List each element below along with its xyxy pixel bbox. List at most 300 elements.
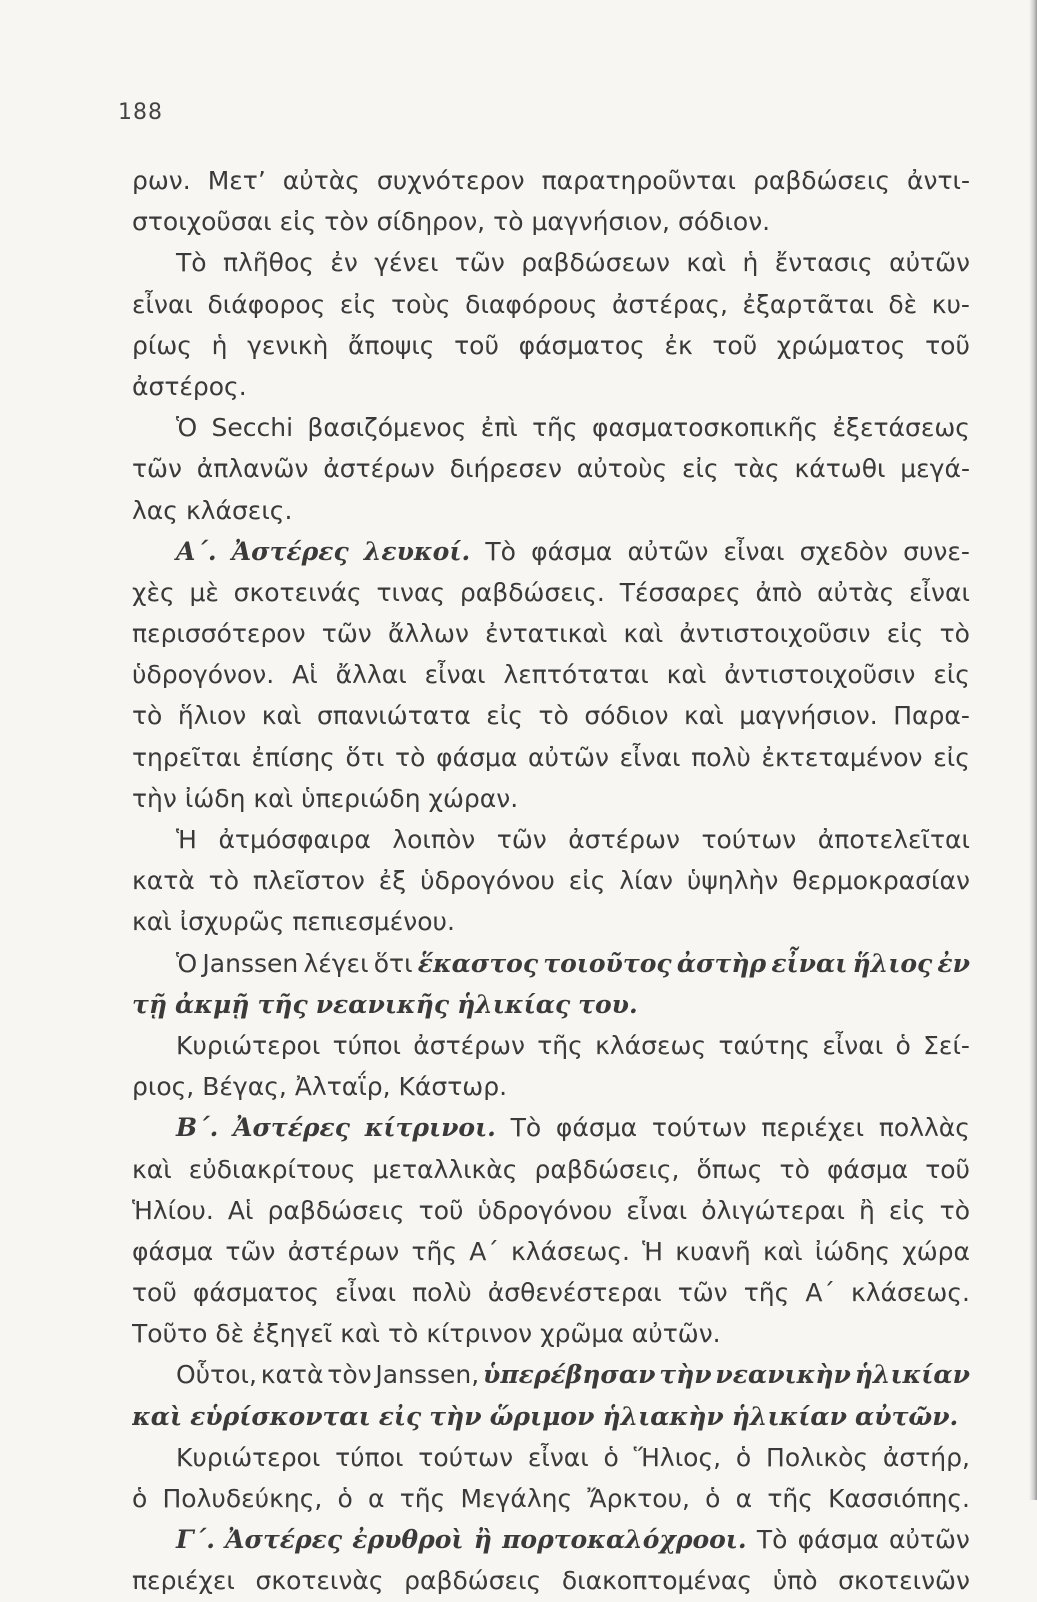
emphasis-word: καὶ: [132, 1401, 183, 1431]
word: Α΄: [805, 1278, 835, 1308]
word: τῶν: [321, 619, 372, 649]
word: κλάσεως.: [511, 1236, 630, 1266]
emphasis-word: τῇ: [132, 989, 167, 1019]
word: ρίως: [132, 330, 192, 360]
word: Τὸ: [510, 1113, 542, 1143]
word: εἶναι: [527, 1442, 589, 1472]
word: τὸ: [538, 701, 569, 731]
word: τοῦ: [712, 330, 758, 360]
word: ἀστέρας,: [612, 289, 728, 319]
word: τὸ: [939, 619, 970, 649]
text-line: [132, 819, 970, 860]
word: τύποι: [335, 1442, 404, 1472]
word: καὶ: [686, 248, 727, 278]
word: Α΄: [469, 1236, 499, 1266]
word: εἶναι: [909, 577, 970, 607]
word: περισσότερον: [132, 619, 306, 649]
word: κατὰ: [260, 1360, 324, 1390]
word: ὁ: [735, 1442, 752, 1472]
word: τὸ: [208, 866, 239, 896]
word: φασματοσκοπικῆς: [591, 413, 819, 443]
word: ὁ: [895, 1030, 911, 1060]
word: εἰς: [682, 454, 719, 484]
word: εἰς: [339, 289, 377, 319]
word: Ἀλταΐρ,: [294, 1072, 391, 1102]
word: εὐδιακρίτους: [188, 1154, 356, 1184]
text-line: [132, 407, 970, 448]
text-line: [132, 1560, 970, 1601]
word: τὴν: [132, 783, 177, 813]
word: διάφορος: [207, 289, 326, 319]
emphasis-word: ἡλικίαν: [731, 1401, 847, 1431]
word: τῆς: [537, 1030, 583, 1060]
word: ἀντιστοιχοῦσιν: [679, 619, 871, 649]
text-line: [132, 1149, 970, 1190]
word: Janssen,: [375, 1360, 480, 1390]
word: ἀπὸ: [755, 577, 803, 607]
text-line: [132, 1354, 970, 1395]
word: περιέχει: [132, 1566, 235, 1596]
emphasis-word: ἐρυθροὶ: [352, 1525, 464, 1555]
word: βασιζόμενος: [307, 413, 467, 443]
word: τοὺς: [391, 289, 451, 319]
word: ἀποτελεῖται: [817, 825, 970, 854]
text-line: [132, 654, 970, 695]
text-line: [132, 1231, 970, 1272]
word: φάσματος: [192, 1278, 320, 1308]
word: δὲ: [888, 289, 918, 319]
word: μὲ: [189, 577, 219, 607]
word: πεπιεσμένου.: [292, 907, 455, 937]
emphasis-word: κίτρινοι.: [364, 1113, 496, 1143]
emphasis-word: εὑρίσκονται: [190, 1401, 371, 1431]
word: ἰώδης: [814, 1236, 891, 1266]
word: τινας: [376, 577, 446, 607]
word: τούτων: [651, 1113, 747, 1143]
word: φάσμα: [531, 536, 613, 566]
word: τὸ: [493, 207, 524, 237]
word: τὸ: [939, 1195, 970, 1225]
word: ὑπὸ: [772, 1566, 818, 1596]
word: παρατηροῦνται: [541, 166, 736, 195]
word: χὲς: [132, 577, 175, 607]
word: ἄλλων: [387, 619, 469, 649]
word: Τὸ: [176, 248, 207, 278]
word: λεπτόταται: [503, 660, 649, 690]
text-line: [132, 1272, 970, 1313]
word: τὸν: [327, 1360, 372, 1390]
text-line: [132, 325, 970, 366]
word: τοῦ: [925, 1154, 970, 1184]
word: καὶ: [132, 1154, 172, 1184]
word: ἀστέρος.: [132, 371, 247, 401]
word: ρων.: [132, 166, 191, 195]
word: τοῦ: [925, 330, 970, 360]
word: Ὁ: [176, 948, 198, 978]
word: ταύτης: [718, 1030, 811, 1060]
word: ραβδώσεις: [752, 166, 891, 195]
word: ἀστέρων: [287, 1236, 400, 1266]
text-line: [132, 531, 970, 572]
emphasis-word: τοιοῦτος: [543, 948, 672, 978]
word: ἐν: [330, 248, 358, 278]
word: καὶ: [666, 660, 707, 690]
word: αὐτῶν: [889, 248, 970, 278]
emphasis-word: τῆς: [257, 989, 308, 1019]
word: τῶν: [496, 825, 547, 854]
word: ὑδρογόνου: [420, 866, 555, 896]
word: σχεδὸν: [799, 536, 888, 566]
word: αὐτῶν: [889, 1525, 970, 1555]
word: Τέσσαρες: [619, 577, 741, 607]
word: δὲ: [215, 1319, 245, 1349]
word: φάσμα: [555, 1113, 638, 1143]
word: τῶν: [677, 1278, 728, 1308]
word: ἡ: [742, 248, 759, 278]
word: ἀστήρ,: [882, 1442, 970, 1472]
word: ἢ: [859, 1195, 875, 1225]
word: συχνότερον: [376, 166, 525, 195]
emphasis-word: ὑπερέβησαν: [482, 1360, 656, 1390]
word: ὁ: [337, 1484, 353, 1513]
word: εἰς: [888, 1195, 926, 1225]
word: πλῆθος: [222, 248, 314, 278]
word: τῆς: [532, 413, 578, 443]
word: ραβδώσεις.: [459, 577, 605, 607]
word: ἐκτεταμένον: [761, 742, 923, 772]
word: ἐξαρτᾶται: [742, 289, 874, 319]
word: ραβδώσεις: [267, 1195, 405, 1225]
emphasis-word: λευκοί.: [363, 536, 471, 566]
word: κίτρινον: [426, 1319, 533, 1349]
text-line: [132, 284, 970, 325]
text-line: [132, 778, 970, 819]
text-line: [132, 1107, 970, 1148]
word: κάτωθι: [794, 454, 886, 484]
word: Κυριώτεροι: [176, 1030, 321, 1060]
word: ἀστέρων: [568, 825, 680, 854]
word: διακοπτομένας: [561, 1566, 753, 1596]
word: αὐτὰς: [282, 166, 360, 195]
word: Αἱ: [227, 1195, 254, 1225]
word: ἄποψις: [348, 330, 435, 360]
emphasis-word: ἐν: [937, 948, 970, 978]
word: καὶ: [253, 783, 294, 813]
emphasis-word: ἡλιακὴν: [602, 1401, 724, 1431]
emphasis-word: ἀστὴρ: [676, 948, 767, 978]
word: Βέγας,: [202, 1072, 287, 1102]
word: ἀσθενέστεραι: [487, 1278, 662, 1308]
word: Ἡ: [176, 825, 197, 854]
word: ὁ: [705, 1484, 721, 1513]
word: εἶναι: [626, 1195, 688, 1225]
word: λέγει: [303, 948, 369, 978]
text-line: [132, 242, 970, 283]
word: Πολικὸς: [766, 1442, 869, 1472]
word: τοῦ: [418, 1195, 464, 1225]
word: τὸν: [324, 207, 369, 237]
word: σόδιον.: [678, 207, 771, 237]
emphasis-word: ἀκμῇ: [175, 989, 250, 1019]
emphasis-word: πορτοκαλόχροοι.: [502, 1525, 747, 1555]
word: χρῶμα: [540, 1319, 624, 1349]
word: τοῦ: [132, 1278, 177, 1308]
word: αὐτὰς: [817, 577, 895, 607]
text-line: [132, 1066, 970, 1107]
word: αὐτοὺς: [576, 454, 668, 484]
word: ραβδώσεις: [404, 1566, 542, 1596]
word: ἐξετάσεως: [832, 413, 970, 443]
word: ἀστέρων: [323, 454, 435, 484]
word: ἔντασις: [774, 248, 873, 278]
text-line: [132, 737, 970, 778]
word: περιέχει: [761, 1113, 865, 1143]
word: διαφόρους: [465, 289, 598, 319]
word: Αἱ: [292, 660, 318, 690]
word: ἐξηγεῖ: [252, 1319, 333, 1349]
word: καὶ: [623, 619, 664, 649]
word: εἰς: [568, 866, 606, 896]
word: Τὸ: [756, 1525, 788, 1555]
word: αὐτῶν: [528, 742, 609, 772]
word: Ὁ: [176, 413, 198, 443]
word: κλάσεως: [595, 1030, 707, 1060]
text-line: [132, 1478, 970, 1519]
emphasis-word: ἢ: [473, 1525, 492, 1555]
emphasis-word: αὐτῶν.: [854, 1401, 959, 1431]
word: εἶναι: [132, 289, 193, 319]
word: φάσμα: [826, 1154, 909, 1184]
word: ἰσχυρῶς: [179, 907, 285, 937]
word: ὑδρογόνου: [477, 1195, 613, 1225]
word: ὅτι: [345, 742, 385, 772]
emphasis-word: ἡλικίας: [457, 989, 571, 1019]
word: χρώματος: [776, 330, 906, 360]
emphasis-word: τὴν: [429, 1401, 482, 1431]
emphasis-word: Β΄.: [176, 1113, 219, 1143]
word: καὶ: [261, 701, 302, 731]
word: Κασσιόπης.: [828, 1484, 970, 1513]
word: Τὸ: [485, 536, 516, 566]
word: α: [368, 1484, 385, 1513]
word: ἀντιστοιχοῦσιν: [724, 660, 916, 690]
word: ἡ: [211, 330, 228, 360]
word: ὁ: [603, 1442, 619, 1472]
word: καὶ: [340, 1319, 380, 1349]
word: μαγνήσιον,: [531, 207, 671, 237]
word: ἀντι-: [907, 166, 970, 195]
word: εἰς: [933, 660, 970, 690]
word: χώρα: [902, 1236, 970, 1266]
emphasis-word: εἶναι: [771, 948, 848, 978]
word: α: [735, 1484, 753, 1513]
word: Μεγάλης: [460, 1484, 573, 1513]
word: Janssen: [202, 948, 299, 978]
word: χώραν.: [428, 783, 519, 813]
word: τῆς: [743, 1278, 790, 1308]
word: τῶν: [454, 248, 505, 278]
word: τὸ: [779, 1154, 810, 1184]
body-text: [132, 160, 970, 1602]
word: ἐπίσης: [251, 742, 335, 772]
emphasis-word: τὴν: [659, 1360, 712, 1390]
word: σκοτεινάς: [233, 577, 362, 607]
word: μεταλλικὰς: [372, 1154, 518, 1184]
word: Τοῦτο: [132, 1319, 208, 1349]
word: γένει: [374, 248, 439, 278]
text-line: [132, 613, 970, 654]
text-line: [132, 1025, 970, 1066]
word: ἄλλαι: [335, 660, 407, 690]
text-line: [132, 901, 970, 942]
emphasis-word: Γ΄.: [176, 1525, 215, 1555]
word: Παρα-: [893, 701, 970, 731]
word: τὸ: [132, 701, 163, 731]
text-line: [132, 1313, 970, 1354]
word: Ἡλίου.: [132, 1195, 214, 1225]
word: Μετ’: [207, 166, 266, 195]
word: πολλὰς: [878, 1113, 970, 1143]
word: εἶναι: [723, 536, 785, 566]
emphasis-word: Α΄.: [176, 536, 217, 566]
word: λίαν: [619, 866, 674, 896]
word: σκοτεινὰς: [255, 1566, 384, 1596]
word: μαγνήσιον.: [739, 701, 878, 731]
word: ἀπλανῶν: [196, 454, 309, 484]
word: σπανιώτατα: [316, 701, 471, 731]
word: μεγά-: [900, 454, 970, 484]
page-number: 188: [118, 100, 163, 125]
word: συνε-: [903, 536, 970, 566]
word: κατὰ: [132, 866, 195, 896]
word: ραβδώσεων: [521, 248, 670, 278]
word: Σεί-: [923, 1030, 970, 1060]
word: ὑδρογόνον.: [132, 660, 275, 690]
word: ἐντατικαὶ: [485, 619, 608, 649]
word: τοῦ: [454, 330, 499, 360]
emphasis-word: Ἀστέρες: [225, 1525, 343, 1555]
word: Secchi: [211, 413, 294, 443]
word: καὶ: [762, 1236, 803, 1266]
text-line: [132, 572, 970, 613]
word: Ἄρκτου,: [587, 1484, 690, 1513]
text-line: [132, 366, 970, 407]
word: ἀτμόσφαιρα: [218, 825, 371, 854]
word: σίδηρον,: [376, 207, 486, 237]
word: φάσμα: [797, 1525, 879, 1555]
word: τούτων: [418, 1442, 514, 1472]
word: θερμοκρασίαν: [792, 866, 970, 896]
text-line: [132, 490, 970, 531]
word: εἰς: [933, 742, 970, 772]
word: ὑπεριώδη: [301, 783, 421, 813]
word: λας: [132, 495, 178, 525]
emphasis-word: εἰς: [378, 1401, 422, 1431]
word: φάσμα: [436, 742, 518, 772]
word: καὶ: [683, 701, 724, 731]
word: εἰς: [886, 619, 924, 649]
word: τῆς: [767, 1484, 813, 1513]
word: ὅτι: [373, 948, 413, 978]
word: ἀστέρων: [413, 1030, 525, 1060]
word: εἰς: [486, 701, 523, 731]
emphasis-word: Ἀστέρες: [231, 536, 349, 566]
word: Οὗτοι,: [176, 1360, 257, 1390]
text-line: [132, 984, 970, 1025]
word: πλεῖστον: [252, 866, 365, 896]
word: εἶναι: [822, 1030, 884, 1060]
emphasis-word: ἕκαστος: [417, 948, 539, 978]
word: Ἡ: [642, 1236, 664, 1266]
word: τύποι: [332, 1030, 401, 1060]
word: φάσμα: [132, 1236, 214, 1266]
word: αὐτῶν.: [631, 1319, 721, 1349]
page-edge: [1029, 0, 1037, 1500]
word: αὐτῶν: [627, 536, 709, 566]
word: πολὺ: [412, 1278, 472, 1308]
word: εἶναι: [335, 1278, 397, 1308]
emphasis-word: νεανικῆς: [315, 989, 450, 1019]
word: κυανῆ: [675, 1236, 751, 1266]
text-line: [132, 201, 970, 242]
emphasis-word: ἡλικίαν: [854, 1360, 970, 1390]
word: ὁ: [132, 1484, 148, 1513]
emphasis-word: ἥλιος: [852, 948, 933, 978]
word: πολὺ: [691, 742, 751, 772]
word: τὸ: [387, 1319, 419, 1349]
emphasis-word: του.: [578, 989, 638, 1019]
emphasis-word: νεανικὴν: [715, 1360, 851, 1390]
text-line: [132, 1437, 970, 1478]
word: γενικὴ: [247, 330, 329, 360]
emphasis-word: ὥριμον: [489, 1401, 595, 1431]
word: κυ-: [931, 289, 970, 319]
text-line: [132, 1190, 970, 1231]
word: ἰώδη: [184, 783, 246, 813]
word: Κυριώτεροι: [176, 1442, 321, 1472]
text-line: [132, 1396, 970, 1437]
word: φάσματος: [518, 330, 645, 360]
word: ὅπως: [696, 1154, 763, 1184]
word: εἰς: [279, 207, 317, 237]
word: Κάστωρ.: [398, 1072, 508, 1102]
word: ἐκ: [664, 330, 693, 360]
word: τὸ: [395, 742, 426, 772]
text-line: [132, 943, 970, 984]
word: λοιπὸν: [392, 825, 476, 854]
word: τῆς: [411, 1236, 458, 1266]
word: εἶναι: [424, 660, 486, 690]
word: Πολυδεύκης,: [162, 1484, 323, 1513]
word: τηρεῖται: [132, 742, 241, 772]
word: σόδιον: [584, 701, 669, 731]
word: στοιχοῦσαι: [132, 207, 272, 237]
word: τῶν: [132, 454, 182, 484]
word: ἐξ: [378, 866, 407, 896]
text-line: [132, 1519, 970, 1560]
word: κλάσεως.: [851, 1278, 970, 1308]
word: σκοτεινῶν: [838, 1566, 970, 1596]
text-line: [132, 448, 970, 489]
word: τῶν: [225, 1236, 276, 1266]
word: τούτων: [701, 825, 797, 854]
word: ἐπὶ: [480, 413, 518, 443]
word: ὀλιγώτεραι: [701, 1195, 845, 1225]
word: εἶναι: [619, 742, 681, 772]
word: ἥλιον: [177, 701, 247, 731]
word: κλάσεις.: [185, 495, 293, 525]
word: Ἥλιος,: [633, 1442, 722, 1472]
